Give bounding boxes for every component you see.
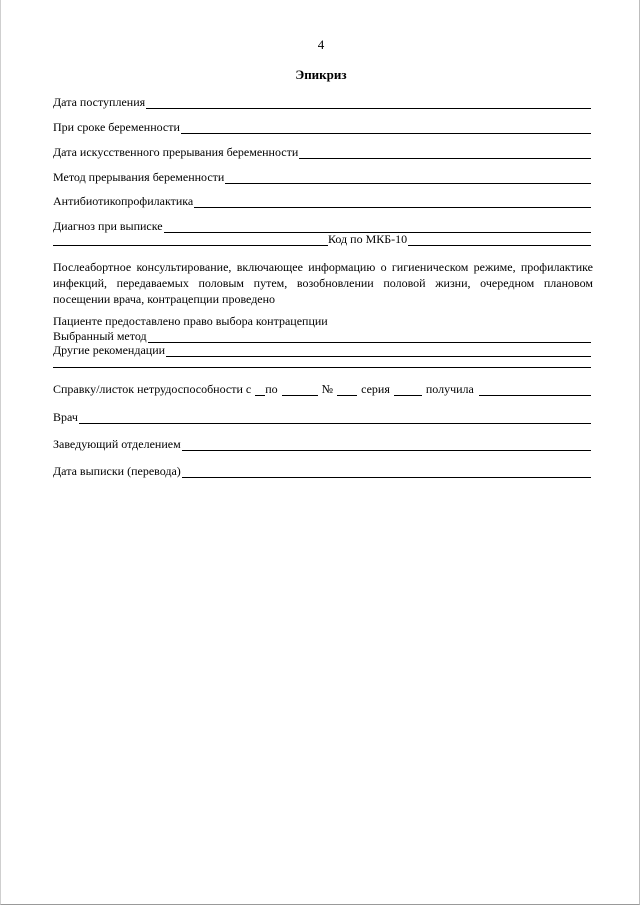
sick-leave-from-field[interactable]: [255, 384, 265, 396]
sick-leave-to-label: по: [265, 382, 278, 396]
sick-leave-series-field[interactable]: [394, 384, 422, 396]
page-title: Эпикриз: [295, 67, 347, 82]
sick-leave-label: Справку/листок нетрудоспособности с: [53, 382, 252, 396]
doctor-field[interactable]: [79, 412, 591, 424]
head-of-department-row: [53, 437, 591, 451]
sick-leave-number-label: №: [321, 382, 334, 396]
other-recommendations-label: Другие рекомендации: [53, 343, 166, 357]
gestation-term-row: [53, 120, 591, 134]
admission-date-field[interactable]: [146, 97, 591, 109]
diagnosis-row: [53, 219, 591, 233]
gestation-term-label: При сроке беременности: [53, 120, 180, 134]
sick-leave-to-field[interactable]: [282, 384, 318, 396]
admission-date-row: [53, 95, 591, 109]
counseling-paragraph: Послеабортное консультирование, включающее информацию о гигиеническом режиме, профилактике инфекций, передаваемых половым путем, возобновлении половой жизни, очередном плановом посещении врача, контрацепции проведено: [53, 260, 593, 306]
other-recommendations-field[interactable]: [166, 345, 591, 357]
termination-date-row: [53, 145, 591, 159]
head-of-department-field[interactable]: [182, 439, 591, 451]
sick-leave-received-field[interactable]: [479, 384, 591, 396]
discharge-date-label: Дата выписки (перевода): [53, 464, 181, 478]
chosen-method-row: [53, 329, 591, 343]
discharge-date-field[interactable]: [182, 466, 591, 478]
diagnosis-label: Диагноз при выписке: [53, 219, 163, 233]
diagnosis-continuation-field[interactable]: [53, 234, 328, 246]
termination-method-field[interactable]: [225, 172, 591, 184]
doctor-label: Врач: [53, 410, 78, 424]
icd-label: Код по МКБ-10: [328, 232, 408, 246]
sick-leave-series-label: серия: [361, 382, 390, 396]
head-of-department-label: Заведующий отделением: [53, 437, 181, 451]
termination-method-label: Метод прерывания беременности: [53, 170, 225, 184]
termination-date-label: Дата искусственного прерывания беременности: [53, 145, 299, 159]
other-recommendations-row: [53, 343, 591, 357]
admission-date-label: Дата поступления: [53, 95, 146, 109]
termination-method-row: [53, 170, 591, 184]
sick-leave-number-field[interactable]: [337, 384, 357, 396]
antibiotic-field[interactable]: [194, 196, 591, 208]
discharge-date-row: [53, 464, 591, 478]
chosen-method-label: Выбранный метод: [53, 329, 147, 343]
page-number: 4: [317, 37, 325, 52]
sick-leave-received-label: получила: [425, 382, 474, 396]
antibiotic-label: Антибиотикопрофилактика: [53, 194, 194, 208]
icd-row: [53, 232, 591, 246]
doctor-row: [53, 410, 591, 424]
gestation-term-field[interactable]: [181, 122, 591, 134]
termination-date-field[interactable]: [299, 147, 591, 159]
recommendations-extra-line[interactable]: [53, 367, 591, 368]
chosen-method-field[interactable]: [148, 331, 591, 343]
icd-code-field[interactable]: [408, 234, 591, 246]
sick-leave-row: [53, 382, 591, 396]
antibiotic-row: [53, 194, 591, 208]
contraception-choice-text: Пациенте предоставлено право выбора контрацепции: [53, 314, 328, 328]
